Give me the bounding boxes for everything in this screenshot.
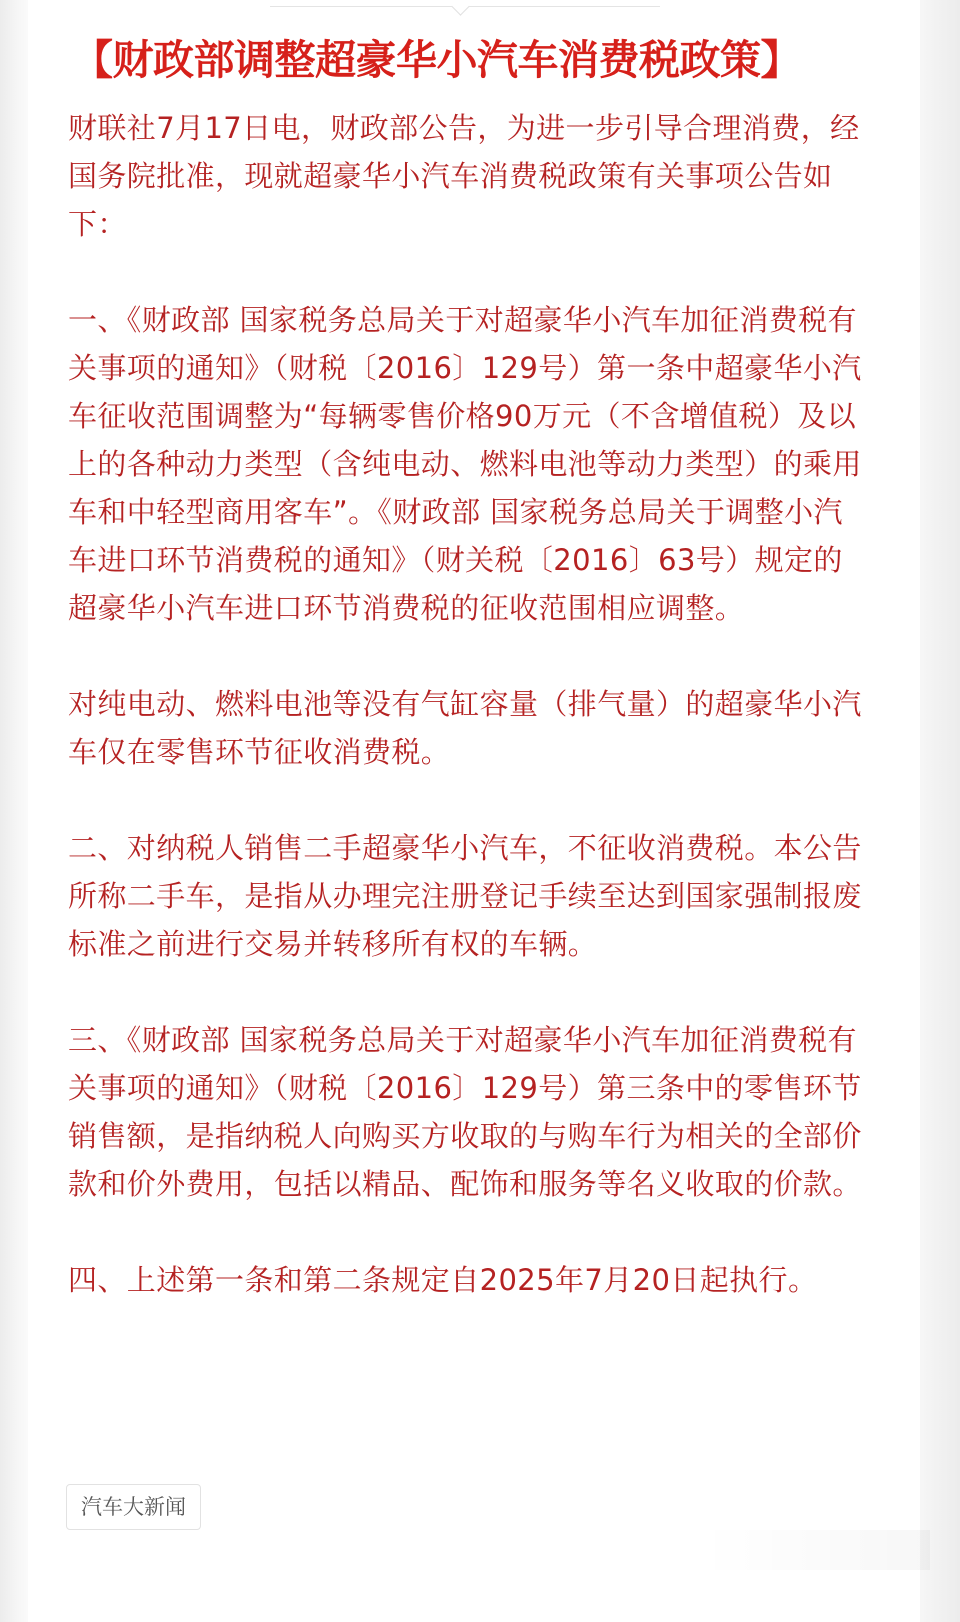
top-notch-indicator xyxy=(270,0,660,7)
article-body xyxy=(68,104,863,1352)
article-title: 【财政部调整超豪华小汽车消费税政策】 xyxy=(72,36,801,84)
paragraph-item-three: 三、《财政部 国家税务总局关于对超豪华小汽车加征消费税有关事项的通知》（财税〔2016〕129号）第三条中的零售环节销售额，是指纳税人向购买方收取的与购车行为相关的全部价款和价外费用，包括以精品、配饰和服务等名义收取的价款。 xyxy=(68,1023,862,1201)
bottom-shadow xyxy=(700,1530,930,1570)
paragraph-item-four: 四、上述第一条和第二条规定自2025年7月20日起执行。 xyxy=(68,1263,818,1297)
paragraph-item-one-note: 对纯电动、燃料电池等没有气缸容量（排气量）的超豪华小汽车仅在零售环节征收消费税。 xyxy=(68,687,862,769)
paragraph-intro: 财联社7月17日电，财政部公告，为进一步引导合理消费，经国务院批准，现就超豪华小汽车消费税政策有关事项公告如下： xyxy=(68,111,860,241)
paragraph-item-two: 二、对纳税人销售二手超豪华小汽车，不征收消费税。本公告所称二手车，是指从办理完注册登记手续至达到国家强制报废标准之前进行交易并转移所有权的车辆。 xyxy=(68,831,862,961)
topic-tag-button[interactable]: 汽车大新闻 xyxy=(66,1484,201,1530)
paragraph-item-one: 一、《财政部 国家税务总局关于对超豪华小汽车加征消费税有关事项的通知》（财税〔2016〕129号）第一条中超豪华小汽车征收范围调整为“每辆零售价格90万元（不含增值税）及以上的各种动力类型（含纯电动、燃料电池等动力类型）的乘用车和中轻型商用客车”。《财政部 国家税务总局关于调整小汽车进口环节消费税的通知》（财关税〔2016〕63号）规定的超豪华小汽车进口环节消费税的征收范围相应调整。 xyxy=(68,303,862,625)
